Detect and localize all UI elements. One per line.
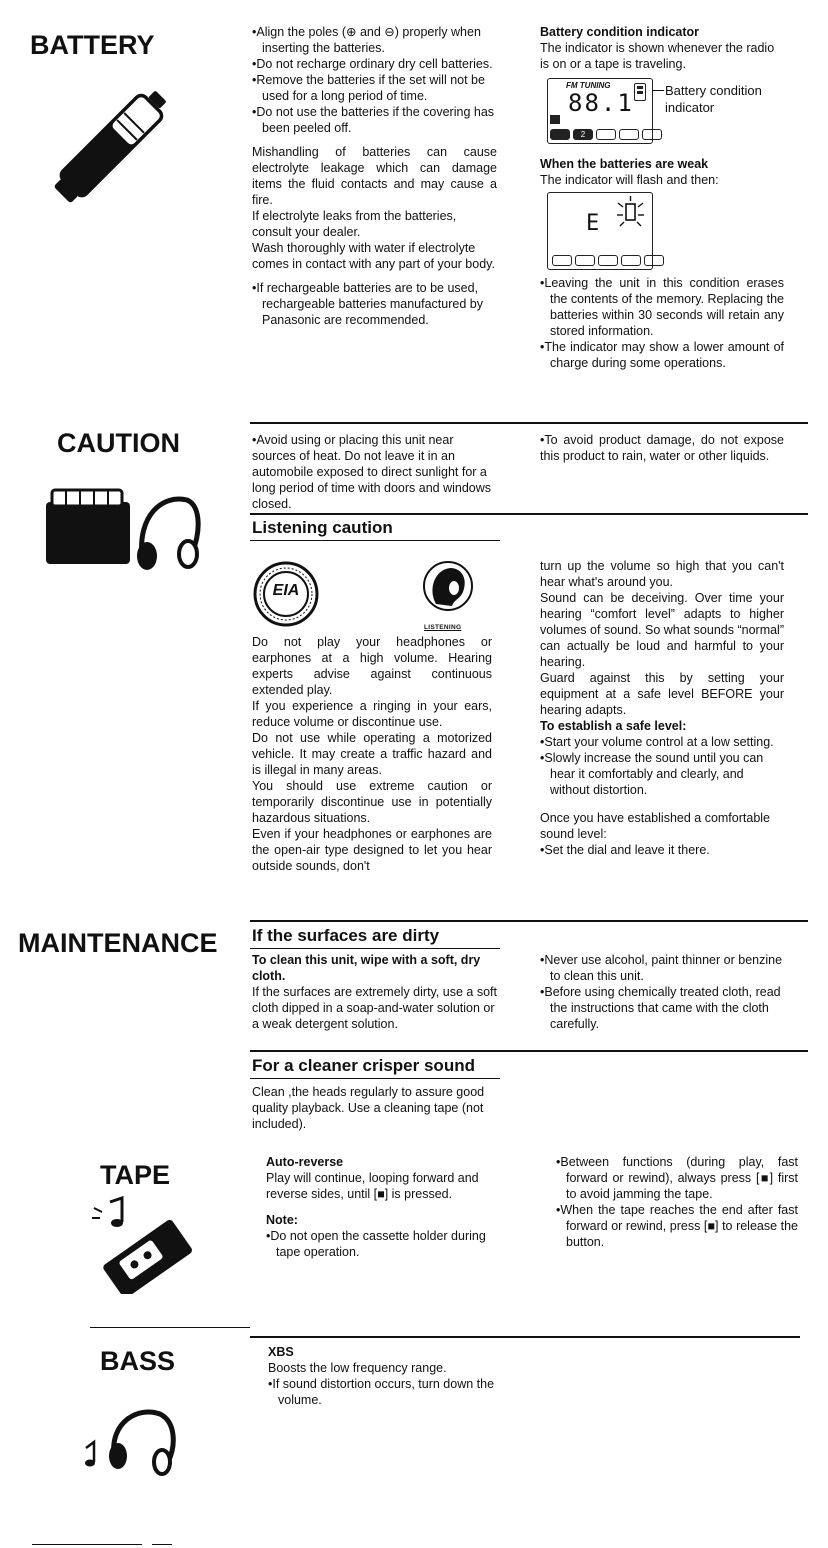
- caution-liquid-text: •To avoid product damage, do not expose this product to rain, water or other liquids.: [540, 433, 784, 463]
- lcd-band-label: FM TUNING: [566, 81, 611, 90]
- battery-heading: BATTERY: [30, 30, 155, 60]
- caution-heat-text: •Avoid using or placing this unit near sources of heat. Do not leave it in an automobile exposed to direct sunlight for a long period of time with doors and windows closed.: [252, 433, 492, 511]
- listening-paragraph: turn up the volume so high that you can't hear what's around you.: [540, 559, 784, 589]
- callout-line: [652, 90, 664, 91]
- listening-paragraph: Do not use while operating a motorized vehicle. It may create a traffic hazard and is illegal in many areas.: [252, 731, 492, 777]
- maintenance-bullet: •Before using chemically treated cloth, read the instructions that came with the cloth carefully.: [540, 985, 781, 1031]
- note-title: Note:: [266, 1213, 298, 1227]
- lcd-digits: 88.1: [568, 89, 634, 117]
- xbs-bullet: •If sound distortion occurs, turn down the volume.: [268, 1377, 495, 1407]
- cassette-player-icon: [42, 486, 202, 576]
- section-rule: [250, 540, 500, 541]
- listening-paragraph: Do not play your headphones or earphones at a high volume. Hearing experts advise against continuous extended play.: [252, 635, 492, 697]
- lcd-cells: [550, 129, 662, 140]
- listening-logo-label: LISTENING: [424, 624, 462, 631]
- weak-bullet: •The indicator may show a lower amount of charge during some operations.: [540, 340, 784, 370]
- listening-paragraph: Even if your headphones or earphones are the open-air type designed to let you hear outside sounds, don't: [252, 827, 492, 873]
- battery-icon: [30, 72, 200, 212]
- crisp-text: Clean ,the heads regularly to assure good quality playback. Use a cleaning tape (not included).: [252, 1085, 485, 1131]
- section-rule: [250, 1336, 800, 1338]
- weak-text: The indicator will flash and then:: [540, 173, 719, 187]
- battery-bullet: •Do not use the batteries if the covering has been peeled off.: [252, 105, 495, 135]
- set-dial-text: •Set the dial and leave it there.: [540, 843, 710, 857]
- note-text: •Do not open the cassette holder during tape operation.: [266, 1229, 486, 1259]
- wash-text: Wash thoroughly with water if electrolyte comes in contact with any part of your body.: [252, 241, 495, 271]
- safe-level-bullet: •Start your volume control at a low setting.: [540, 735, 774, 749]
- weak-bullet: •Leaving the unit in this condition erases the contents of the memory. Replacing the batteries within 30 seconds will retain any stored information.: [540, 276, 784, 338]
- section-rule: [250, 422, 808, 424]
- listening-paragraph: You should use extreme caution or temporarily discontinue use in potentially hazardous situations.: [252, 779, 492, 825]
- maintenance-heading: MAINTENANCE: [18, 928, 218, 958]
- crisp-title: For a cleaner crisper sound: [252, 1056, 475, 1075]
- weak-title: When the batteries are weak: [540, 157, 709, 171]
- lcd-cell: [642, 129, 662, 140]
- battery-bullet: •Do not recharge ordinary dry cell batteries.: [252, 57, 493, 71]
- section-rule: [90, 1327, 250, 1328]
- listening-logo-icon: [414, 558, 480, 622]
- indicator-text: The indicator is shown whenever the radio is on or a tape is traveling.: [540, 41, 775, 71]
- footer-rule: [152, 1544, 172, 1545]
- listening-title: Listening caution: [252, 518, 393, 537]
- clean-text: If the surfaces are extremely dirty, use a soft cloth dipped in a soap-and-water solution or a weak detergent solution.: [252, 985, 498, 1031]
- battery-bullet: •Remove the batteries if the set will not be used for a long period of time.: [252, 73, 485, 103]
- lcd-display-weak: [547, 192, 653, 270]
- tape-deck-icon: [88, 1196, 198, 1294]
- section-rule: [250, 513, 808, 515]
- lcd-cell: [598, 255, 618, 266]
- auto-reverse-title: Auto-reverse: [266, 1155, 344, 1169]
- lcd-cell: [550, 129, 570, 140]
- clean-bold-text: To clean this unit, wipe with a soft, dry cloth.: [252, 953, 481, 983]
- xbs-text: Boosts the low frequency range.: [268, 1361, 447, 1375]
- battery-bullet: •Align the poles (⊕ and ⊖) properly when inserting the batteries.: [252, 25, 481, 55]
- flashing-battery-icon: [614, 195, 648, 229]
- listening-paragraph: Sound can be deceiving. Over time your hearing “comfort level” adapts to higher volumes of sound. So what sounds “normal” can actually be loud and harmful to your hearing.: [540, 591, 784, 669]
- auto-reverse-text: Play will continue, looping forward and reverse sides, until [■] is pressed.: [266, 1171, 479, 1201]
- caution-heading: CAUTION: [57, 428, 180, 458]
- dirty-title: If the surfaces are dirty: [252, 926, 440, 945]
- tape-heading: TAPE: [100, 1160, 171, 1190]
- lcd-cell: [575, 255, 595, 266]
- battery-level-icon: [634, 83, 646, 101]
- xbs-title: XBS: [268, 1345, 294, 1359]
- maintenance-bullet: •Never use alcohol, paint thinner or benzine to clean this unit.: [540, 953, 783, 983]
- lcd-cell: [619, 129, 639, 140]
- tape-bullet: •Between functions (during play, fast forward or rewind), always press [■] first to avoid jamming the tape.: [556, 1155, 798, 1201]
- tape-bullet: •When the tape reaches the end after fast forward or rewind, press [■] to release the button.: [556, 1203, 798, 1249]
- safe-level-bullet: •Slowly increase the sound until you can hear it comfortably and clearly, and without distortion.: [540, 751, 764, 797]
- lcd-cell: [552, 255, 572, 266]
- lcd-cell: [596, 129, 616, 140]
- lcd-display: [547, 78, 653, 144]
- rechargeable-text: •If rechargeable batteries are to be used, rechargeable batteries manufactured by Panasonic are recommended.: [252, 281, 483, 327]
- lcd-cell: [644, 255, 664, 266]
- section-rule: [250, 1078, 500, 1079]
- section-rule: [250, 948, 500, 949]
- lcd-callout: Battery condition indicator: [665, 83, 762, 115]
- footer-rule: [32, 1544, 142, 1545]
- section-rule: [250, 1050, 808, 1052]
- section-rule: [250, 920, 808, 922]
- lcd-cells: [552, 255, 664, 266]
- lcd-weak-digit: E: [586, 211, 602, 236]
- headphones-bass-icon: [82, 1404, 182, 1478]
- lcd-cell: 2: [573, 129, 593, 140]
- indicator-title: Battery condition indicator: [540, 25, 700, 39]
- safe-level-title: To establish a safe level:: [540, 719, 687, 733]
- eia-label: EIA: [272, 582, 300, 599]
- bass-heading: BASS: [100, 1346, 176, 1376]
- listening-paragraph: Guard against this by setting your equipment at a safe level BEFORE your hearing adapts.: [540, 671, 784, 717]
- lcd-segment: [550, 115, 560, 124]
- lcd-cell: [621, 255, 641, 266]
- leak-text: If electrolyte leaks from the batteries, consult your dealer.: [252, 209, 457, 239]
- listening-paragraph: If you experience a ringing in your ears, reduce volume or discontinue use.: [252, 699, 492, 729]
- mishandling-text: Mishandling of batteries can cause electrolyte leakage which can damage items the fluid contacts and may cause a fire.: [252, 145, 497, 207]
- established-text: Once you have established a comfortable sound level:: [540, 811, 770, 841]
